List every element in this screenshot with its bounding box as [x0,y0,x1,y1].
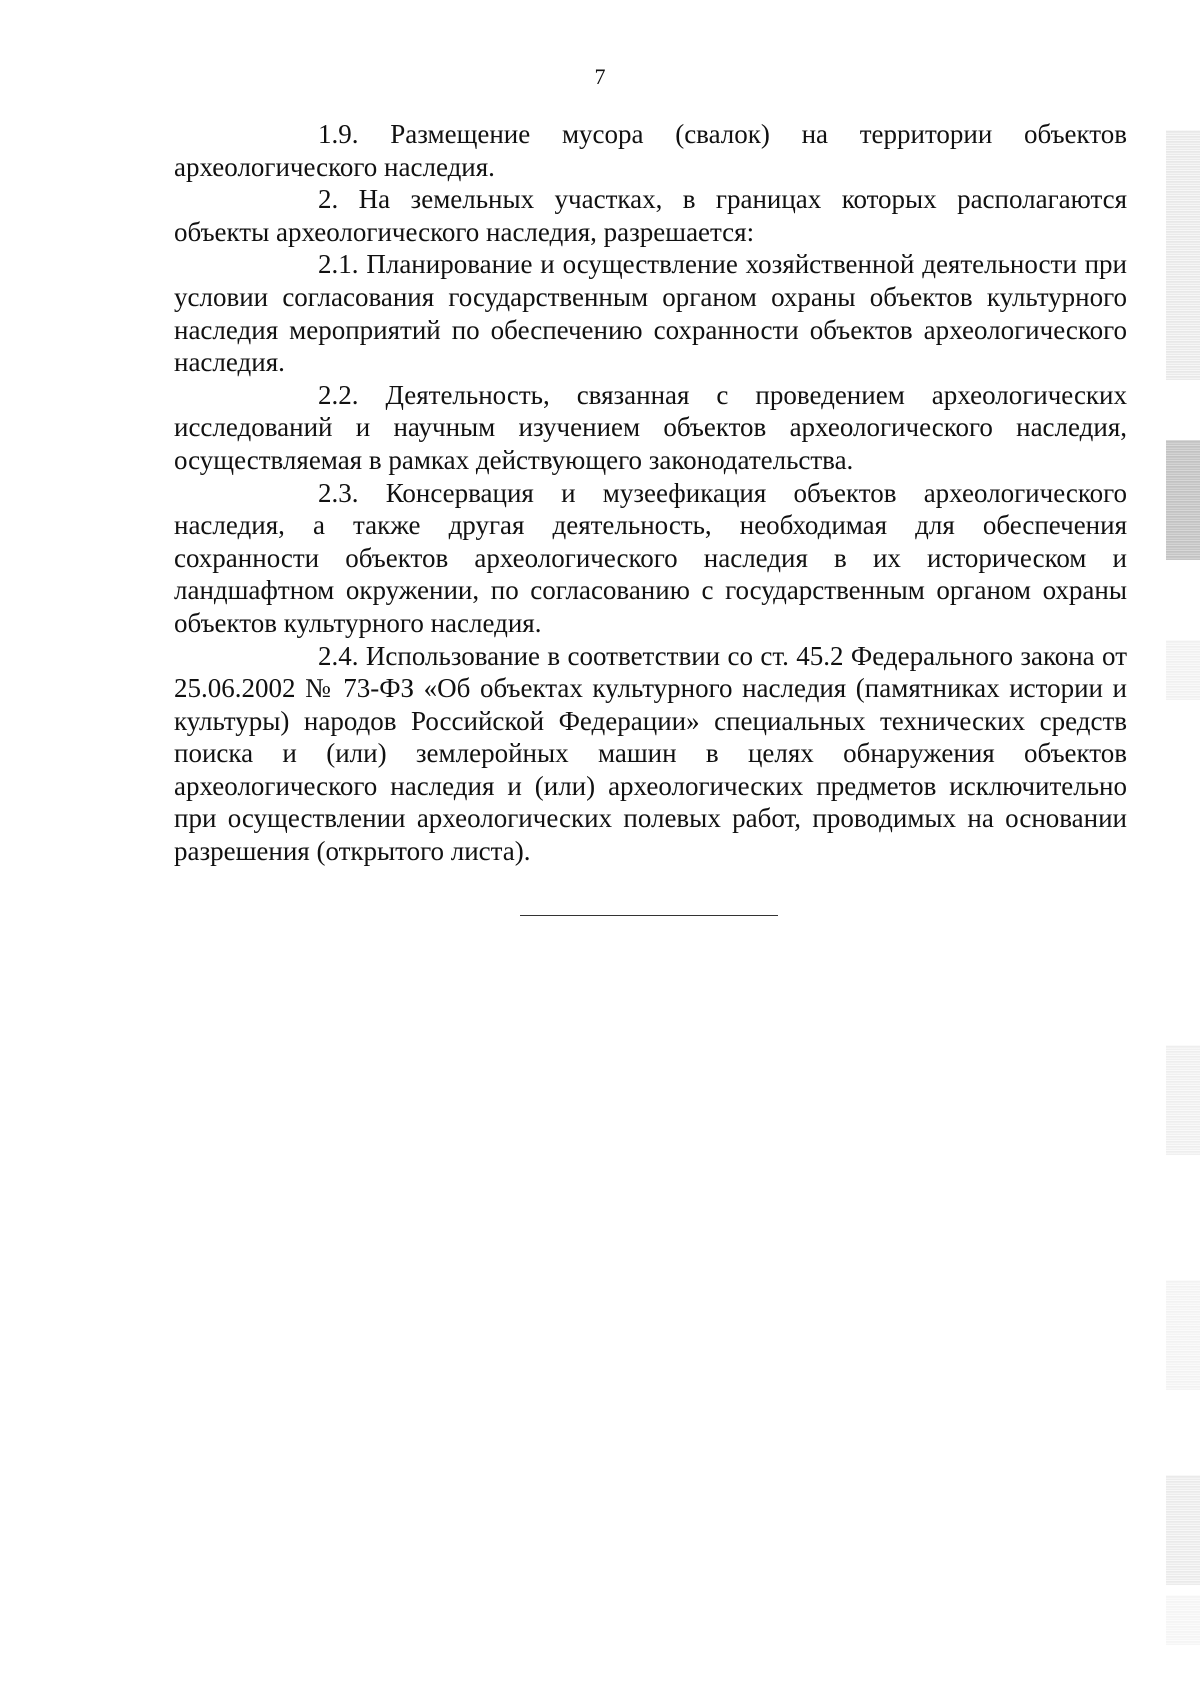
paragraph-number: 2.1. [318,249,359,280]
scan-artifact [1166,440,1200,560]
paragraph-number: 1.9. [318,119,359,149]
scan-artifact [1166,640,1200,700]
paragraph-2 [174,183,1127,248]
paragraph-text: Деятельность, связанная с проведением археологических исследований и научным изучением объектов археологического наследия, осуществляемая в рамках действующего законодательства. [174,379,1127,475]
paragraph-text: На земельных участках, в границах которых располагаются объекты археологического наследия, разрешается: [174,184,1127,247]
paragraph-text: Использование в соответствии со ст. 45.2 Федерального закона от 25.06.2002 № 73-ФЗ «Об объектах культурного наследия (памятниках истории и культуры) народов Российской Федерации» специальных технических средств поиска и (или) землеройных машин в целях обнаружения объектов археологического наследия и (или) археологических предметов исключительно при осуществлении археологических полевых работ, проводимых на основании разрешения (открытого листа). [174,640,1127,867]
paragraph-text: Размещение мусора (свалок) на территории объектов археологического наследия. [174,119,1127,182]
scan-artifact [1166,1475,1200,1585]
paragraph-2-4 [174,640,1127,868]
paragraph-number: 2.3. [318,477,359,508]
paragraph-2-3 [174,477,1127,640]
paragraph-text: Планирование и осуществление хозяйственной деятельности при условии согласования государственным органом охраны объектов культурного наследия мероприятий по обеспечению сохранности объектов археологического наследия. [174,249,1128,378]
paragraph-number: 2.4. [318,640,359,671]
scan-artifact [1166,130,1200,380]
scan-artifact [1166,1280,1200,1390]
document-body [174,118,1127,868]
paragraph-number: 2. [318,184,339,215]
scan-artifact [1166,1045,1200,1155]
paragraph-2-2 [174,379,1127,477]
page-number: 7 [594,64,606,89]
paragraph-number: 2.2. [318,379,359,410]
paragraph-text: Консервация и музеефикация объектов археологического наследия, а также другая деятельность, необходимая для обеспечения сохранности объектов археологического наследия в их историческом и ландшафтном окружении, по согласованию с государственным органом охраны объектов культурного наследия. [174,477,1127,638]
paragraph-1-9 [174,118,1127,183]
paragraph-2-1 [174,248,1127,378]
scan-artifact [1166,1595,1200,1645]
end-of-text-rule [520,915,778,916]
